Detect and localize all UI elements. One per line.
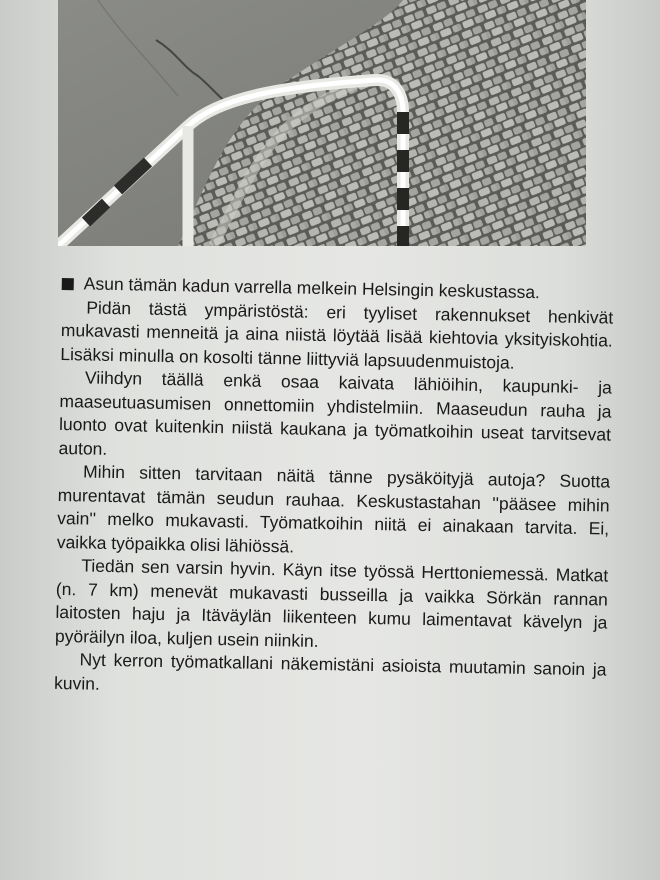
article-paragraph: Viihdyn täällä enkä osaa kaivata lähiöihin, kaupunki- ja maaseutuasumisen onnettomiin yhdistelmiin. Maaseudun rauha ja luonto ovat kuitenkin niistä kaukana ja työmatkoihin useat tarvitsevat auton. (58, 367, 613, 459)
article-paragraph: Tiedän sen varsin hyvin. Käyn itse työssä Herttoniemessä. Matkat (n. 7 km) menevät mukavasti busseilla ja vaikka Sörkän rannan laitosten haju ja Itäväylän liikenteen kumu laimentavat kävelyn ja pyöräilyn iloa, kuljen usein niinkin. (54, 555, 609, 651)
article-paragraph: Asun tämän kadun varrella melkein Helsingin keskustassa. (62, 272, 614, 306)
article-text (54, 272, 614, 706)
square-bullet-icon (62, 278, 74, 290)
article-paragraph: Mihin sitten tarvitaan näitä tänne pysäköityjä autoja? Suotta murentavat tämän seudun rauhaa. Keskustastahan ''pääsee mihin vain'' melko mukavasti. Työmatkoihin niitä ei ainakaan tarvita. Ei, vaikka työpaikka olisi lähiössä. (56, 461, 611, 557)
article-paragraph: Pidän tästä ympäristöstä: eri tyyliset rakennukset henkivät mukavasti menneitä ja aina niistä löytää lisää kiehtovia yksityiskohtia. Lisäksi minulla on kosolti tänne liittyviä lapsuudenmuistoja. (60, 296, 614, 373)
article-paragraph: Nyt kerron työmatkallani näkemistäni asioista muutamin sanoin ja kuvin. (53, 649, 607, 694)
cobblestone-railing-image (58, 0, 586, 246)
street-photo (58, 0, 586, 246)
